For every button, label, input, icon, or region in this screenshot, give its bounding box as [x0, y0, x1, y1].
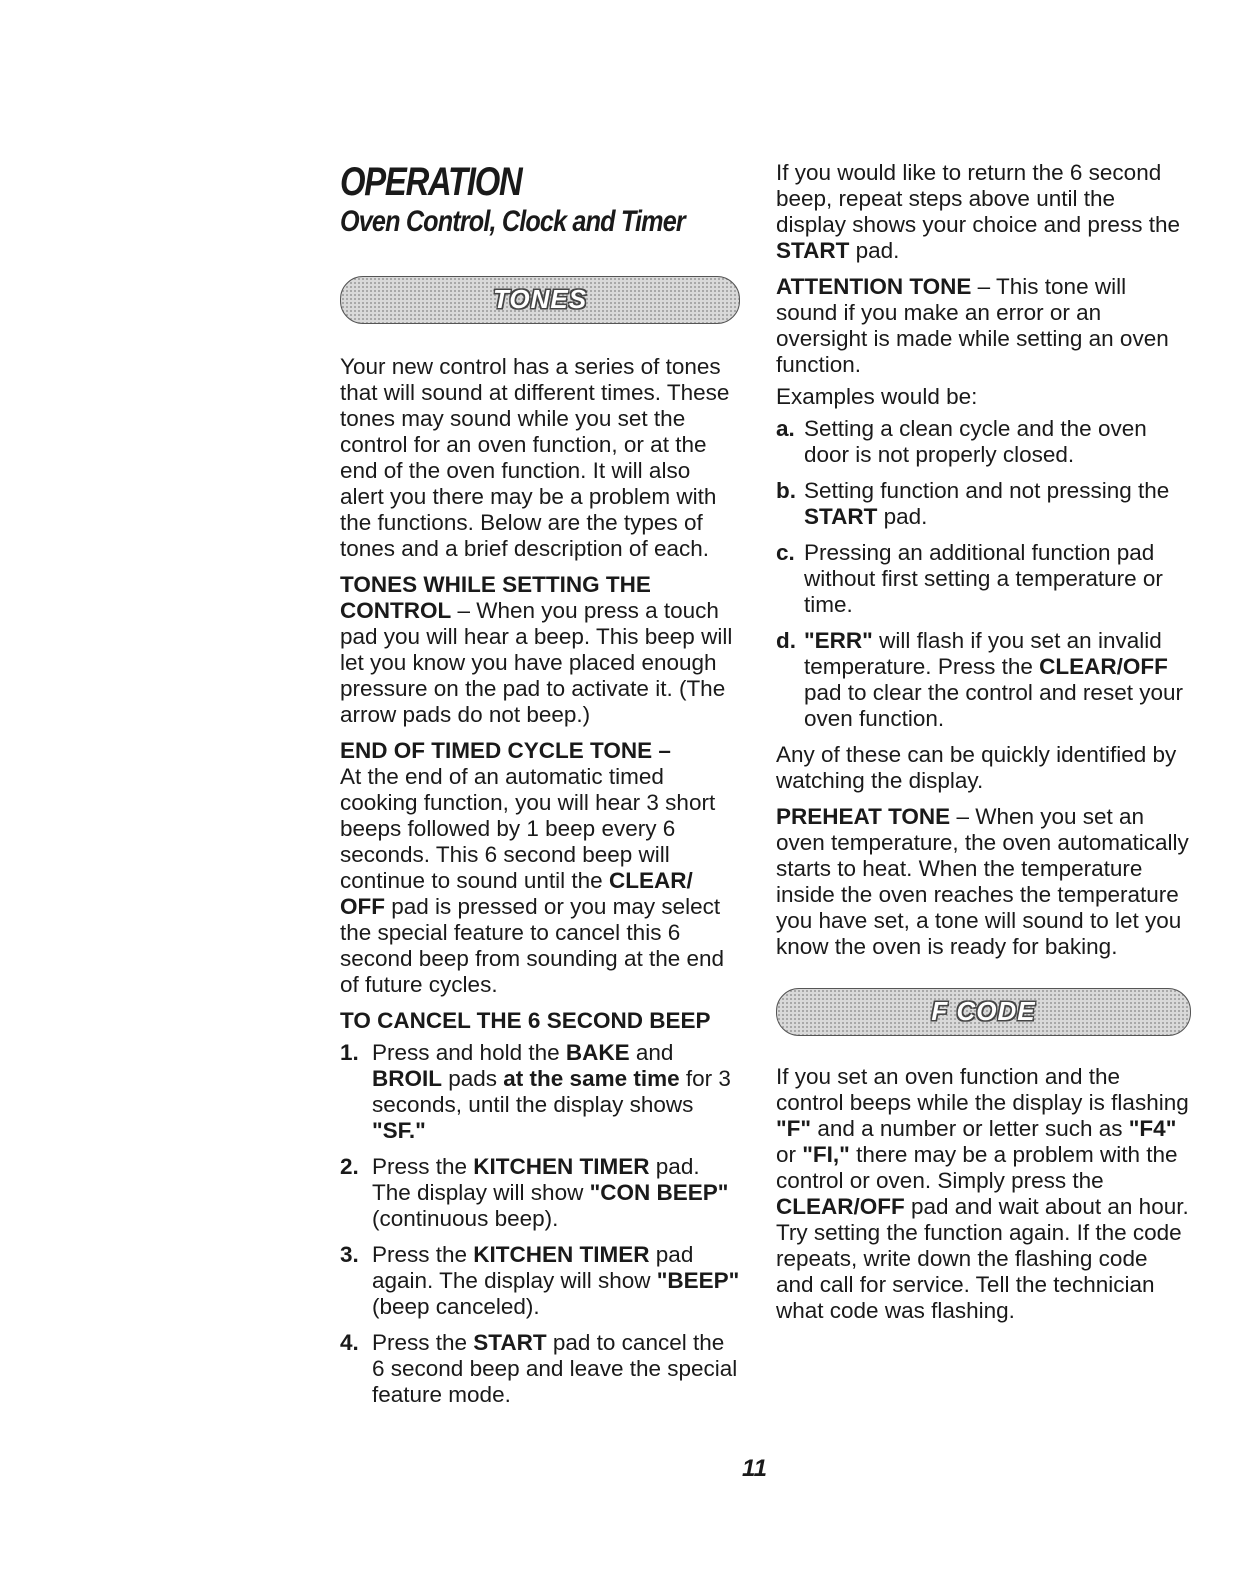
page-number: 11	[742, 1455, 767, 1482]
section-title: OPERATION	[340, 160, 522, 204]
examples-list	[776, 416, 1191, 732]
list-item: d. "ERR" will flash if you set an invalid temperature. Press the CLEAR/OFF pad to clear the control and reset your oven function.	[776, 628, 1183, 731]
cancel-beep-steps	[340, 1040, 740, 1408]
cancel-beep-title: TO CANCEL THE 6 SECOND BEEP	[340, 1008, 711, 1033]
list-item: 1. Press and hold the BAKE and BROIL pads at the same time for 3 seconds, until the display shows "SF."	[340, 1040, 731, 1143]
page-subtitle: Oven Control, Clock and Timer	[340, 205, 685, 238]
list-item: c. Pressing an additional function pad without first setting a temperature or time.	[776, 540, 1163, 617]
left-column	[340, 162, 740, 1418]
attention-title: ATTENTION TONE	[776, 274, 972, 299]
any-of-these-paragraph: Any of these can be quickly identified by watching the display.	[776, 742, 1177, 793]
list-item: a. Setting a clean cycle and the oven door is not properly closed.	[776, 416, 1147, 467]
intro-paragraph: Your new control has a series of tones that will sound at different times. These tones may sound while you set the control for an oven function, or at the end of the oven function. It will also alert you there may be a problem with the functions. Below are the types of tones and a brief description of each.	[340, 354, 730, 561]
list-item: 4. Press the START pad to cancel the 6 second beep and leave the special feature mode.	[340, 1330, 738, 1407]
examples-label: Examples would be:	[776, 384, 978, 409]
fcode-banner-label: F CODE	[931, 996, 1036, 1026]
tones-setting-title: TONES WHILE SETTING THE CONTROL	[340, 572, 651, 623]
return-beep-paragraph: If you would like to return the 6 second beep, repeat steps above until the display shows your choice and press the START pad.	[776, 160, 1180, 263]
tones-banner-label: TONES	[492, 284, 588, 314]
right-column	[776, 160, 1191, 1334]
preheat-paragraph: PREHEAT TONE – When you set an oven temperature, the oven automatically starts to heat. When the temperature inside the oven reaches the temperature you have set, a tone will sound to let you know the oven is ready for baking.	[776, 804, 1189, 959]
tones-setting-paragraph: TONES WHILE SETTING THE CONTROL – When you press a touch pad you will hear a beep. This beep will let you know you have placed enough pressure on the pad to activate it. (The arrow pads do not beep.)	[340, 572, 733, 727]
list-item: b. Setting function and not pressing the START pad.	[776, 478, 1170, 529]
tones-banner	[340, 276, 740, 324]
fcode-paragraph: If you set an oven function and the control beeps while the display is flashing "F" and a number or letter such as "F4" or "FI," there may be a problem with the control or oven. Simply press the CLEAR/OFF pad and wait about an hour. Try setting the function again. If the code repeats, write down the flashing code and call for service. Tell the technician what code was flashing.	[776, 1064, 1189, 1323]
preheat-title: PREHEAT TONE	[776, 804, 951, 829]
end-cycle-paragraph: At the end of an automatic timed cooking function, you will hear 3 short beeps followed by 1 beep every 6 seconds. This 6 second beep will continue to sound until the CLEAR/ OFF pad is pressed or you may select the special feature to cancel this 6 second beep from sounding at the end of future cycles.	[340, 764, 725, 997]
attention-paragraph: ATTENTION TONE – This tone will sound if you make an error or an oversight is made while setting an oven function.	[776, 274, 1169, 377]
list-item: 2. Press the KITCHEN TIMER pad. The display will show "CON BEEP" (continuous beep).	[340, 1154, 729, 1231]
end-cycle-title: END OF TIMED CYCLE TONE –	[340, 738, 671, 763]
list-item: 3. Press the KITCHEN TIMER pad again. The display will show "BEEP" (beep canceled).	[340, 1242, 740, 1319]
tones-setting-text: When you press a touch pad you will hear a beep. This beep will let you know you have placed enough pressure on the pad to activate it. (The arrow pads do not beep.)	[340, 598, 733, 727]
fcode-banner	[776, 988, 1191, 1036]
